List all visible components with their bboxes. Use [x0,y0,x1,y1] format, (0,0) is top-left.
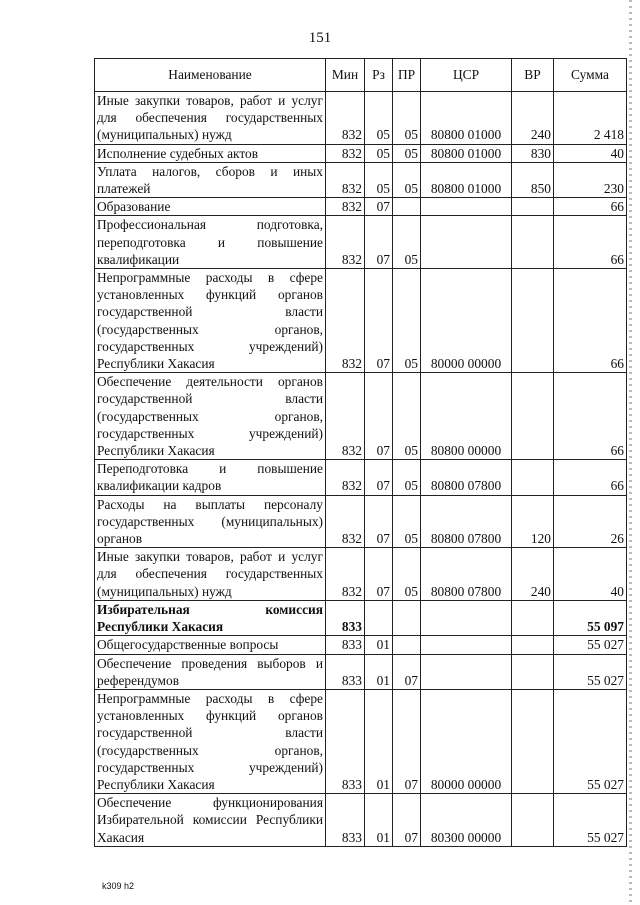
table-row [95,92,627,145]
budget-table [94,58,627,847]
scan-edge-mark [629,0,632,905]
row-pr-cell: 05 [393,269,421,373]
row-sum-cell: 2 418 [554,92,627,145]
row-csr-cell [421,198,512,216]
row-csr-cell [421,636,512,654]
row-vr-cell: 830 [512,144,554,162]
table-row [95,636,627,654]
row-vr-cell: 240 [512,548,554,601]
row-pr-cell [393,636,421,654]
row-csr-cell [421,600,512,635]
row-name-cell: Обеспечение деятельности органов государственной власти (государственных органов, государственных учреждений) Республики Хакасия [95,373,326,460]
table-row [95,654,627,689]
row-name-cell: Избирательная комиссия Республики Хакасия [95,600,326,635]
row-min-cell: 833 [326,636,365,654]
row-csr-cell: 80800 07800 [421,460,512,495]
row-rz-cell: 01 [365,689,393,793]
table-row [95,198,627,216]
row-min-cell: 832 [326,269,365,373]
row-min-cell: 832 [326,216,365,269]
row-vr-cell [512,654,554,689]
row-vr-cell [512,689,554,793]
footer-code: k309 h2 [102,881,135,891]
col-header-csr: ЦСР [421,59,512,92]
row-rz-cell: 07 [365,495,393,548]
row-name-cell: Непрограммные расходы в сфере установленных функций органов государственной власти (государственных органов, государственных учреждений) Республики Хакасия [95,689,326,793]
col-header-sum: Сумма [554,59,627,92]
row-pr-cell [393,600,421,635]
row-min-cell: 832 [326,144,365,162]
row-rz-cell: 07 [365,198,393,216]
row-sum-cell: 66 [554,460,627,495]
row-min-cell: 833 [326,689,365,793]
row-pr-cell: 05 [393,92,421,145]
row-vr-cell [512,216,554,269]
row-sum-cell: 55 027 [554,794,627,847]
table-row [95,689,627,793]
row-rz-cell: 07 [365,216,393,269]
row-min-cell: 833 [326,794,365,847]
table-header-row [95,59,627,92]
table-row [95,548,627,601]
row-min-cell: 832 [326,162,365,197]
row-name-cell: Обеспечение проведения выборов и референдумов [95,654,326,689]
table-row [95,269,627,373]
row-sum-cell: 66 [554,269,627,373]
row-rz-cell [365,600,393,635]
row-vr-cell [512,636,554,654]
row-pr-cell [393,198,421,216]
table-row [95,216,627,269]
row-rz-cell: 05 [365,92,393,145]
table-row [95,373,627,460]
table-row [95,794,627,847]
row-sum-cell: 40 [554,144,627,162]
row-vr-cell [512,198,554,216]
row-min-cell: 832 [326,92,365,145]
row-pr-cell: 05 [393,460,421,495]
row-pr-cell: 07 [393,654,421,689]
row-csr-cell: 80800 01000 [421,162,512,197]
row-csr-cell: 80800 00000 [421,373,512,460]
row-sum-cell: 26 [554,495,627,548]
row-sum-cell: 66 [554,198,627,216]
row-vr-cell [512,373,554,460]
row-min-cell: 833 [326,654,365,689]
row-pr-cell: 05 [393,162,421,197]
row-sum-cell: 55 097 [554,600,627,635]
row-min-cell: 832 [326,495,365,548]
row-name-cell: Переподготовка и повышение квалификации кадров [95,460,326,495]
row-min-cell: 832 [326,373,365,460]
row-csr-cell: 80800 01000 [421,92,512,145]
row-csr-cell: 80800 07800 [421,495,512,548]
row-vr-cell [512,600,554,635]
row-name-cell: Образование [95,198,326,216]
row-name-cell: Общегосударственные вопросы [95,636,326,654]
table-row [95,162,627,197]
row-rz-cell: 07 [365,373,393,460]
col-header-min: Мин [326,59,365,92]
row-sum-cell: 230 [554,162,627,197]
row-pr-cell: 05 [393,373,421,460]
row-csr-cell: 80800 07800 [421,548,512,601]
table-row [95,460,627,495]
row-rz-cell: 07 [365,548,393,601]
row-name-cell: Обеспечение функционирования Избирательной комиссии Республики Хакасия [95,794,326,847]
row-rz-cell: 01 [365,794,393,847]
row-name-cell: Расходы на выплаты персоналу государственных (муниципальных) органов [95,495,326,548]
row-rz-cell: 05 [365,144,393,162]
row-min-cell: 832 [326,460,365,495]
row-min-cell: 832 [326,198,365,216]
col-header-pr: ПР [393,59,421,92]
row-rz-cell: 01 [365,654,393,689]
row-csr-cell [421,216,512,269]
row-vr-cell: 120 [512,495,554,548]
row-sum-cell: 55 027 [554,636,627,654]
row-csr-cell: 80000 00000 [421,689,512,793]
row-name-cell: Иные закупки товаров, работ и услуг для обеспечения государственных (муниципальных) нужд [95,92,326,145]
row-name-cell: Профессиональная подготовка, переподготовка и повышение квалификации [95,216,326,269]
row-pr-cell: 05 [393,495,421,548]
row-name-cell: Уплата налогов, сборов и иных платежей [95,162,326,197]
row-vr-cell: 850 [512,162,554,197]
row-min-cell: 832 [326,548,365,601]
table-row [95,144,627,162]
row-pr-cell: 05 [393,216,421,269]
col-header-rz: Рз [365,59,393,92]
row-rz-cell: 01 [365,636,393,654]
col-header-vr: ВР [512,59,554,92]
col-header-name: Наименование [95,59,326,92]
row-rz-cell: 07 [365,460,393,495]
table-row [95,495,627,548]
table-row [95,600,627,635]
row-sum-cell: 66 [554,373,627,460]
row-name-cell: Иные закупки товаров, работ и услуг для обеспечения государственных (муниципальных) нужд [95,548,326,601]
row-pr-cell: 07 [393,794,421,847]
row-name-cell: Непрограммные расходы в сфере установленных функций органов государственной власти (государственных органов, государственных учреждений) Республики Хакасия [95,269,326,373]
row-csr-cell [421,654,512,689]
row-pr-cell: 07 [393,689,421,793]
row-vr-cell: 240 [512,92,554,145]
row-sum-cell: 55 027 [554,689,627,793]
row-pr-cell: 05 [393,144,421,162]
row-pr-cell: 05 [393,548,421,601]
row-rz-cell: 07 [365,269,393,373]
row-rz-cell: 05 [365,162,393,197]
row-name-cell: Исполнение судебных актов [95,144,326,162]
row-sum-cell: 66 [554,216,627,269]
page-number: 151 [308,30,332,46]
row-vr-cell [512,269,554,373]
row-sum-cell: 55 027 [554,654,627,689]
row-vr-cell [512,460,554,495]
row-csr-cell: 80300 00000 [421,794,512,847]
row-csr-cell: 80000 00000 [421,269,512,373]
row-min-cell: 833 [326,600,365,635]
row-csr-cell: 80800 01000 [421,144,512,162]
row-sum-cell: 40 [554,548,627,601]
row-vr-cell [512,794,554,847]
